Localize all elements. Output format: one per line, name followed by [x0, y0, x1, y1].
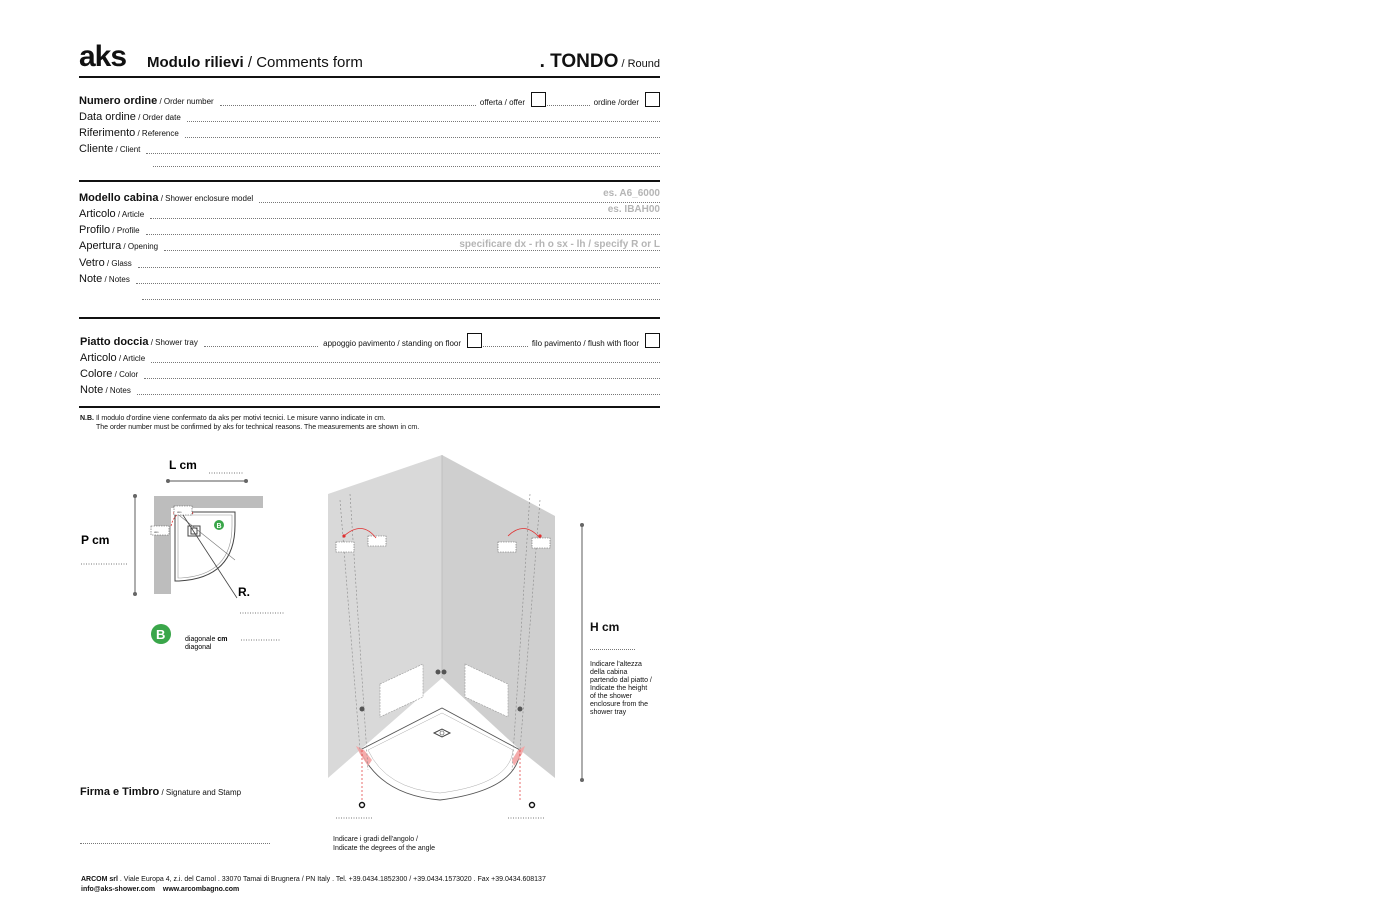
form-type: . TONDO / Round [539, 51, 660, 72]
order-checkbox[interactable]: ordine /order [590, 92, 660, 107]
h-input-line[interactable] [590, 649, 635, 650]
model-hint: es. A6_6000 [599, 188, 660, 199]
notes-field[interactable]: Note / Notes [79, 270, 660, 286]
svg-text:diagonal: diagonal [185, 644, 212, 651]
divider [79, 317, 660, 319]
profile-field[interactable]: Profilo / Profile [79, 221, 660, 237]
svg-text:aks: aks [177, 510, 182, 514]
nb-note: N.B. Il modulo d'ordine viene confermato da aks per motivi tecnici. Le misure vanno indicate in cm. The order number must be confirmed by aks for technical reasons. The measurements are shown in cm. [80, 415, 420, 431]
enclosure-model-field[interactable]: Modello cabina / Shower enclosure model es. A6_6000 [79, 188, 660, 204]
form-title: Modulo rilievi / Comments form [147, 54, 363, 71]
footer: ARCOM srl . Viale Europa 4, z.i. del Camol . 33070 Tamai di Brugnera / PN Italy . Tel. +39.0434.1852300 / +39.0434.1573020 . Fax +39.0434.608137 info@aks-shower.com www.arcombagno.com [81, 876, 546, 893]
order-number-field[interactable]: Numero ordine / Order number offerta / offer ordine /order [79, 92, 660, 108]
svg-text:aks: aks [154, 530, 159, 534]
standing-floor-checkbox[interactable]: appoggio pavimento / standing on floor [319, 333, 482, 348]
opening-hint: specificare dx - rh o sx - lh / specify R or L [455, 239, 660, 250]
signature-line[interactable] [80, 843, 270, 844]
notes-extra-line[interactable] [142, 299, 660, 300]
glass-field[interactable]: Vetro / Glass [79, 254, 660, 270]
signature-label: Firma e Timbro / Signature and Stamp [80, 786, 242, 798]
offer-checkbox[interactable]: offerta / offer [476, 92, 546, 107]
p-dimension-label: P cm [81, 533, 110, 547]
divider [79, 76, 660, 78]
shower-tray-field[interactable]: Piatto doccia / Shower tray appoggio pavimento / standing on floor filo pavimento / flush with floor [80, 333, 660, 349]
opening-field[interactable]: Apertura / Opening specificare dx - rh o sx - lh / specify R or L [79, 239, 660, 252]
tray-notes-field[interactable]: Note / Notes [80, 381, 660, 397]
reference-field[interactable]: Riferimento / Reference [79, 124, 660, 140]
angle-note: Indicare i gradi dell'angolo / Indicate the degrees of the angle [333, 836, 435, 852]
l-dimension-label: L cm [169, 458, 197, 472]
article-hint: es. IBAH00 [604, 204, 660, 215]
client-extra-line[interactable] [153, 166, 660, 167]
enclosure-isometric-diagram [320, 450, 670, 860]
flush-floor-checkbox[interactable]: filo pavimento / flush with floor [528, 333, 660, 348]
svg-text:B: B [156, 627, 166, 642]
r-dimension-label: R. [238, 585, 250, 599]
client-field[interactable]: Cliente / Client [79, 140, 660, 156]
diagonal-label: diagonale cm [185, 636, 228, 643]
h-note: Indicare l'altezza della cabina partendo dal piatto / Indicate the height of the shower enclosure from the shower tray [590, 661, 652, 716]
svg-text:B: B [216, 523, 222, 530]
plan-diagram [75, 450, 305, 670]
brand-logo: aks [79, 40, 127, 73]
divider [79, 180, 660, 182]
order-date-field[interactable]: Data ordine / Order date [79, 108, 660, 124]
tray-color-field[interactable]: Colore / Color [80, 365, 660, 381]
divider [79, 406, 660, 408]
tray-article-field[interactable]: Articolo / Article [80, 349, 660, 365]
h-dimension-label: H cm [590, 620, 620, 634]
article-field[interactable]: Articolo / Article es. IBAH00 [79, 204, 660, 220]
